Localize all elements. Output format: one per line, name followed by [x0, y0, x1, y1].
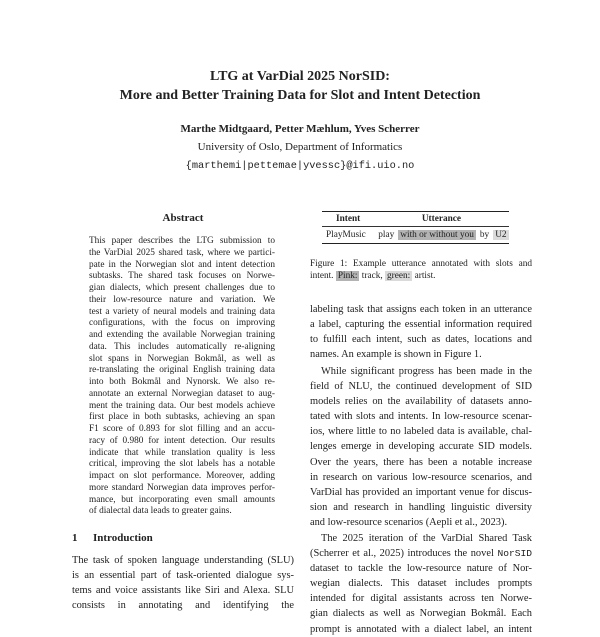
token-play: play: [374, 227, 398, 244]
text-line: to fulfill each intent, such as dates, locations and: [310, 334, 532, 346]
token-by: by: [476, 227, 493, 244]
abstract-heading: Abstract: [162, 212, 204, 224]
token-track-slot: with or without you: [400, 230, 474, 240]
caption-pink-label: Pink:: [337, 271, 358, 281]
text-line: intended for digital assistants across ten Norwe-: [310, 593, 532, 605]
text-line: annotate an external Norwegian dataset to aug-: [89, 388, 275, 399]
text-line: their low-resource nature and variation. We: [89, 294, 275, 305]
text-line: ios, where little to no labeled data is available, chal-: [310, 426, 532, 438]
text-line: While significant progress has been made in the: [321, 366, 532, 377]
paper-title-line-2: More and Better Training Data for Slot and Intent Detection: [119, 88, 481, 103]
text-line: indicate that while translation quality is less: [89, 447, 275, 458]
right-paragraph-1: [310, 302, 532, 362]
text-line: re-translating the original English training data: [89, 365, 275, 376]
caption-prefix: intent.: [310, 271, 334, 281]
text-line: wegian dialects. This dataset includes prompts: [310, 578, 532, 590]
caption-end: artist.: [414, 271, 436, 281]
text-line: consists in annotating and identifying the: [72, 600, 294, 612]
abstract-body: [89, 236, 275, 518]
text-line: prompt is annotated with a dialect label, an intent: [310, 623, 532, 635]
text-line: in research on various low-resource scenarios, and: [310, 471, 532, 483]
text-line: and low-resource scenarios (Aepli et al., 2023).: [310, 516, 508, 528]
text-line: into both Bokmål and Nynorsk. We also re-: [89, 377, 275, 387]
text-line: mance, but incorporating even small amounts: [89, 494, 275, 505]
text-line: test a variety of neural models and training data: [89, 306, 275, 317]
right-paragraph-2: [310, 364, 532, 530]
text-line: ment the training data. Our best models achieve: [89, 400, 275, 411]
col-header-utterance: Utterance: [374, 212, 508, 227]
affiliation: University of Oslo, Department of Informatics: [197, 141, 403, 153]
text-line: a label, capturing the essential information required: [310, 319, 532, 331]
right-paragraph-3: [310, 531, 532, 637]
p3-line-1: The 2025 iteration of the VarDial Shared Task: [321, 533, 532, 544]
emails: {marthemi|pettemae|yvessc}@ifi.uio.no: [185, 160, 415, 172]
text-line: lenges emerge in developing accurate SID models.: [310, 441, 532, 453]
intro-heading: [72, 532, 153, 544]
p3-line-2: [310, 546, 532, 561]
text-line: labeling task that assigns each token in an utterance: [310, 304, 532, 315]
text-line: gian dialects, which present challenges due to: [89, 283, 275, 293]
text-line: data. This includes automatically re-aligning: [89, 341, 275, 352]
text-line: more standard Norwegian data improves perfor-: [89, 482, 275, 493]
figure-1-table: [322, 211, 509, 244]
text-line: tems and voice assistants like Siri and Alexa. SLU: [72, 585, 294, 597]
col-header-intent: Intent: [322, 212, 374, 227]
text-line: pate in the Norwegian slot and intent detection: [89, 259, 275, 270]
caption-line-1: Figure 1: Example utterance annotated with slots and: [310, 259, 532, 269]
text-line: gian dialects as well as Norwegian Bokmål. Each: [310, 608, 532, 620]
token-artist-slot: U2: [495, 230, 507, 240]
norsid-code: NorSID: [497, 548, 532, 560]
text-line: the VarDial 2025 shared task, where we partici-: [89, 247, 275, 258]
p3-rest: [310, 561, 532, 636]
text-line: critical, improving the slot labels has a notable: [89, 459, 275, 470]
figure-1-caption: [310, 258, 532, 282]
text-line: Over the years, there has been a notable increase: [310, 456, 532, 468]
text-line: impact on slot performance. Moreover, adding: [89, 471, 275, 481]
text-line: configurations, with the focus on improving: [89, 318, 275, 329]
text-line: dataset to tackle the low-resource nature of Nor-: [310, 563, 532, 575]
text-line: field of NLU, the continued development of SID: [310, 381, 532, 393]
caption-mid: track,: [361, 271, 383, 281]
text-line: models relies on the availability of datasets anno-: [310, 396, 532, 408]
paper-title-line-1: LTG at VarDial 2025 NorSID:: [210, 69, 390, 84]
intro-body: [72, 553, 294, 613]
text-line: The task of spoken language understanding (SLU): [72, 555, 294, 566]
text-line: tated with slots and intents. In low-resource scenar-: [310, 411, 532, 423]
text-line: F1 score of 0.893 for slot filling and an accu-: [89, 424, 275, 434]
text-line: of dialectal data leads to greater gains.: [89, 506, 232, 517]
text-line: sion and research in handling linguistic diversity: [310, 501, 532, 513]
text-line: first place in both subtasks, achieving an span: [89, 412, 275, 423]
caption-green-label: green:: [387, 271, 411, 281]
text-line: names. An example is shown in Figure 1.: [310, 349, 482, 361]
text-line: and extending the available Norwegian training: [89, 330, 275, 340]
text-line: This paper describes the LTG submission to: [89, 236, 275, 246]
intro-heading-text: Introduction: [93, 532, 153, 544]
text-line: slot spans in Norwegian Bokmål, as well as: [89, 353, 275, 364]
text-line: is an essential part of task-oriented dialogue sys-: [72, 570, 294, 582]
text-line: racy of 0.980 for intent detection. Our results: [89, 435, 275, 446]
p3-line-2-text: (Scherrer et al., 2025) introduces the novel: [310, 548, 494, 560]
table-row: [322, 227, 509, 244]
intent-cell: PlayMusic: [322, 227, 374, 244]
text-line: subtasks. The shared task focuses on Norwe-: [89, 271, 275, 282]
intro-heading-number: 1: [72, 532, 78, 544]
authors: Marthe Midtgaard, Petter Mæhlum, Yves Scherrer: [180, 123, 420, 135]
text-line: VarDial has provided an important venue for discus-: [310, 486, 532, 498]
